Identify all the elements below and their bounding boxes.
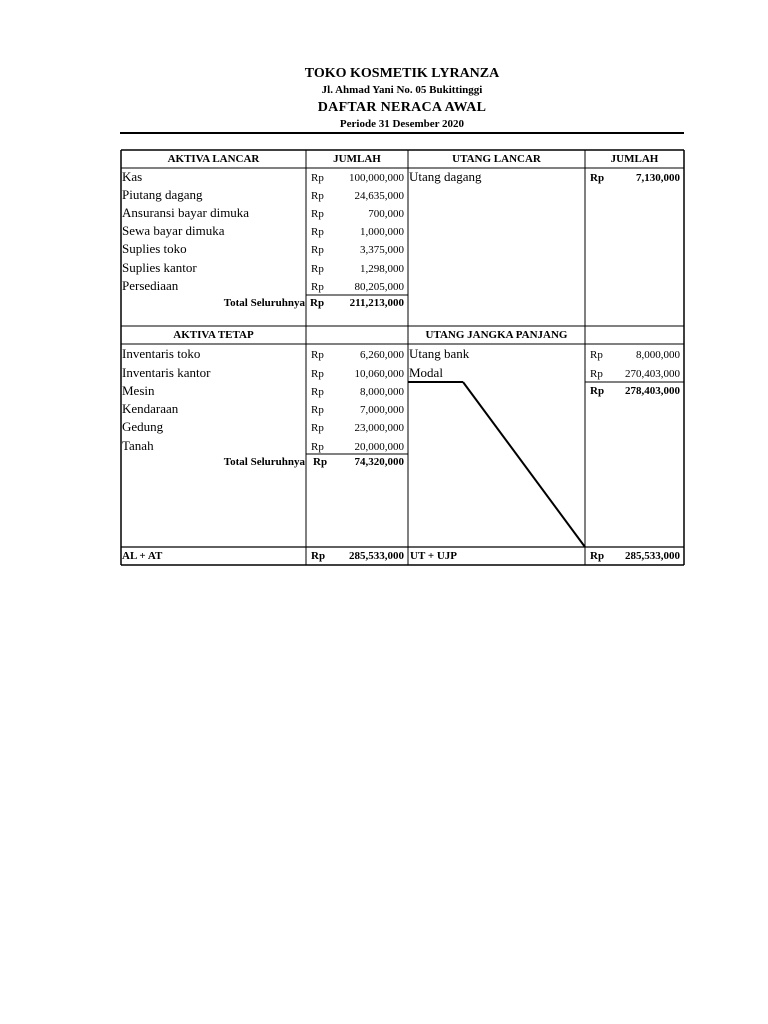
column-header-current-assets: AKTIVA LANCAR	[167, 153, 260, 165]
total-amount: 211,213,000	[349, 297, 404, 309]
account-name: Utang bank	[409, 346, 470, 361]
column-header-amount: JUMLAH	[333, 153, 381, 165]
period-label: Periode 31 Desember 2020	[339, 118, 465, 130]
account-amount: 23,000,000	[354, 422, 404, 434]
account-name: Modal	[409, 365, 443, 380]
total-label: Total Seluruhnya	[223, 297, 305, 309]
account-amount: 100,000,000	[349, 172, 404, 184]
filler-diagonal	[463, 382, 585, 547]
currency-label: Rp	[311, 368, 324, 380]
account-amount: 7,000,000	[360, 404, 404, 416]
column-header-long-term-liabilities: UTANG JANGKA PANJANG	[425, 329, 568, 341]
account-amount: 1,000,000	[360, 226, 404, 238]
currency-label: Rp	[311, 441, 324, 453]
grand-total-amount: 285,533,000	[625, 550, 680, 562]
account-amount: 270,403,000	[625, 368, 680, 380]
account-amount: 10,060,000	[354, 368, 404, 380]
column-header-amount: JUMLAH	[610, 153, 659, 165]
account-amount: 700,000	[368, 208, 404, 220]
currency-label: Rp	[311, 386, 324, 398]
column-header-current-liabilities: UTANG LANCAR	[452, 153, 541, 165]
account-name: Persediaan	[122, 278, 179, 293]
account-amount: 80,205,000	[354, 281, 404, 293]
account-name: Tanah	[122, 438, 154, 453]
account-name: Gedung	[122, 419, 164, 434]
account-name: Mesin	[122, 383, 155, 398]
total-label: Total Seluruhnya	[223, 456, 305, 468]
account-name: Ansuransi bayar dimuka	[122, 205, 250, 220]
account-name: Inventaris toko	[122, 346, 201, 361]
currency-label: Rp	[590, 368, 603, 380]
account-name: Sewa bayar dimuka	[122, 223, 225, 238]
grand-total-amount: 285,533,000	[349, 550, 404, 562]
account-amount: 8,000,000	[360, 386, 404, 398]
subtotal-amount: 278,403,000	[625, 385, 680, 397]
total-amount: 74,320,000	[354, 456, 404, 468]
currency-label: Rp	[311, 349, 324, 361]
currency-label: Rp	[311, 281, 324, 293]
account-name: Suplies kantor	[122, 260, 197, 275]
company-address: Jl. Ahmad Yani No. 05 Bukittinggi	[321, 84, 483, 96]
currency-label: Rp	[311, 550, 326, 562]
currency-label: Rp	[590, 349, 603, 361]
account-amount: 3,375,000	[360, 244, 404, 256]
currency-label: Rp	[311, 226, 324, 238]
account-amount: 7,130,000	[636, 172, 680, 184]
account-name: Suplies toko	[122, 241, 187, 256]
currency-label: Rp	[310, 297, 325, 309]
column-header-fixed-assets: AKTIVA TETAP	[173, 329, 254, 341]
currency-label: Rp	[590, 550, 605, 562]
currency-label: Rp	[311, 263, 324, 275]
account-name: Kendaraan	[122, 401, 179, 416]
account-name: Utang dagang	[409, 169, 482, 184]
grand-total-label: UT + UJP	[410, 550, 458, 562]
account-name: Kas	[122, 169, 143, 184]
account-name: Inventaris kantor	[122, 365, 211, 380]
account-amount: 20,000,000	[354, 441, 404, 453]
currency-label: Rp	[311, 190, 324, 202]
account-amount: 6,260,000	[360, 349, 404, 361]
account-name: Piutang dagang	[122, 187, 203, 202]
currency-label: Rp	[311, 244, 324, 256]
grand-total-label: AL + AT	[122, 550, 163, 562]
currency-label: Rp	[311, 172, 324, 184]
currency-label: Rp	[311, 422, 324, 434]
company-name: TOKO KOSMETIK LYRANZA	[304, 66, 500, 81]
currency-label: Rp	[590, 385, 605, 397]
account-amount: 1,298,000	[360, 263, 404, 275]
currency-label: Rp	[311, 208, 324, 220]
currency-label: Rp	[313, 456, 328, 468]
account-amount: 8,000,000	[636, 349, 680, 361]
currency-label: Rp	[590, 172, 605, 184]
account-amount: 24,635,000	[354, 190, 404, 202]
currency-label: Rp	[311, 404, 324, 416]
document-title: DAFTAR NERACA AWAL	[317, 100, 487, 115]
